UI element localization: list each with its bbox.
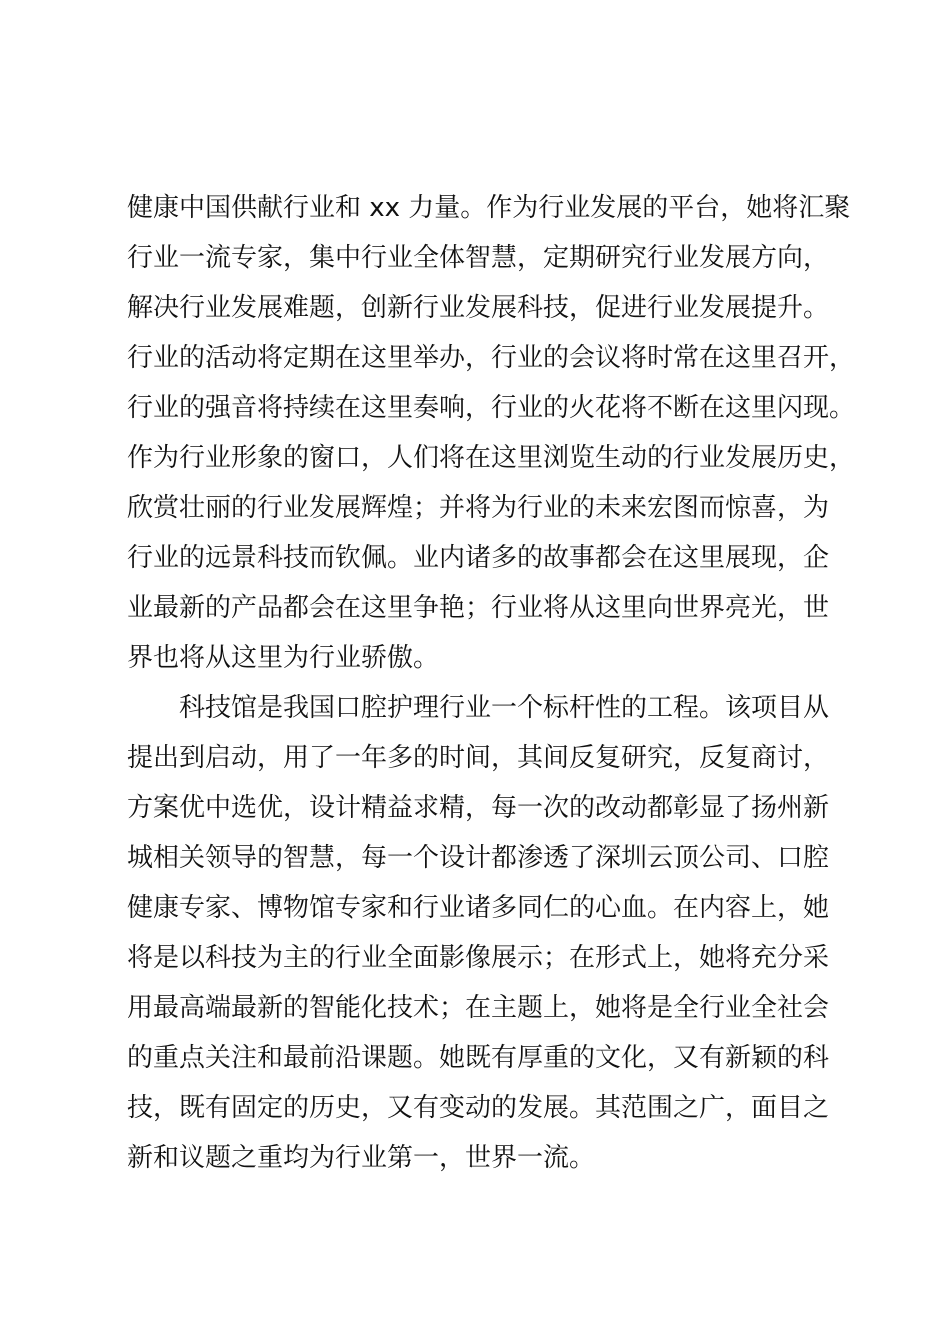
text-line: 科技馆是我国口腔护理行业一个标杆性的工程。该项目从 bbox=[179, 693, 830, 723]
text-line: 提出到启动，用了一年多的时间，其间反复研究，反复商讨， bbox=[127, 743, 830, 773]
document-body bbox=[127, 183, 856, 1183]
text-line: 健康专家、博物馆专家和行业诸多同仁的心血。在内容上，她 bbox=[127, 893, 830, 923]
text-line: 的重点关注和最前沿课题。她既有厚重的文化，又有新颖的科 bbox=[127, 1043, 830, 1073]
text-line: 技，既有固定的历史，又有变动的发展。其范围之广，面目之 bbox=[127, 1093, 830, 1123]
text-line: 解决行业发展难题，创新行业发展科技，促进行业发展提升。 bbox=[127, 293, 830, 323]
text-line: 作为行业形象的窗口，人们将在这里浏览生动的行业发展历史， bbox=[127, 443, 856, 473]
text-line: 新和议题之重均为行业第一，世界一流。 bbox=[127, 1143, 596, 1173]
text-line: 方案优中选优，设计精益求精，每一次的改动都彰显了扬州新 bbox=[127, 793, 830, 823]
text-line: 行业一流专家，集中行业全体智慧，定期研究行业发展方向， bbox=[127, 243, 830, 273]
paragraph-1 bbox=[127, 183, 856, 683]
text-line: 行业的活动将定期在这里举办，行业的会议将时常在这里召开， bbox=[127, 343, 856, 373]
text-line: 用最高端最新的智能化技术；在主题上，她将是全行业全社会 bbox=[127, 993, 830, 1023]
text-line: 行业的远景科技而钦佩。业内诸多的故事都会在这里展现，企 bbox=[127, 543, 830, 573]
paragraph-2 bbox=[127, 683, 837, 1183]
text-line: 城相关领导的智慧，每一个设计都渗透了深圳云顶公司、口腔 bbox=[127, 843, 830, 873]
text-line: 界也将从这里为行业骄傲。 bbox=[127, 643, 440, 673]
text-line: 欣赏壮丽的行业发展辉煌；并将为行业的未来宏图而惊喜，为 bbox=[127, 493, 830, 523]
text-line: 将是以科技为主的行业全面影像展示；在形式上，她将充分采 bbox=[127, 943, 830, 973]
text-line: 行业的强音将持续在这里奏响，行业的火花将不断在这里闪现。 bbox=[127, 393, 856, 423]
text-line: 业最新的产品都会在这里争艳；行业将从这里向世界亮光，世 bbox=[127, 593, 830, 623]
text-line: 健康中国供献行业和 xx 力量。作为行业发展的平台，她将汇聚 bbox=[127, 193, 851, 223]
